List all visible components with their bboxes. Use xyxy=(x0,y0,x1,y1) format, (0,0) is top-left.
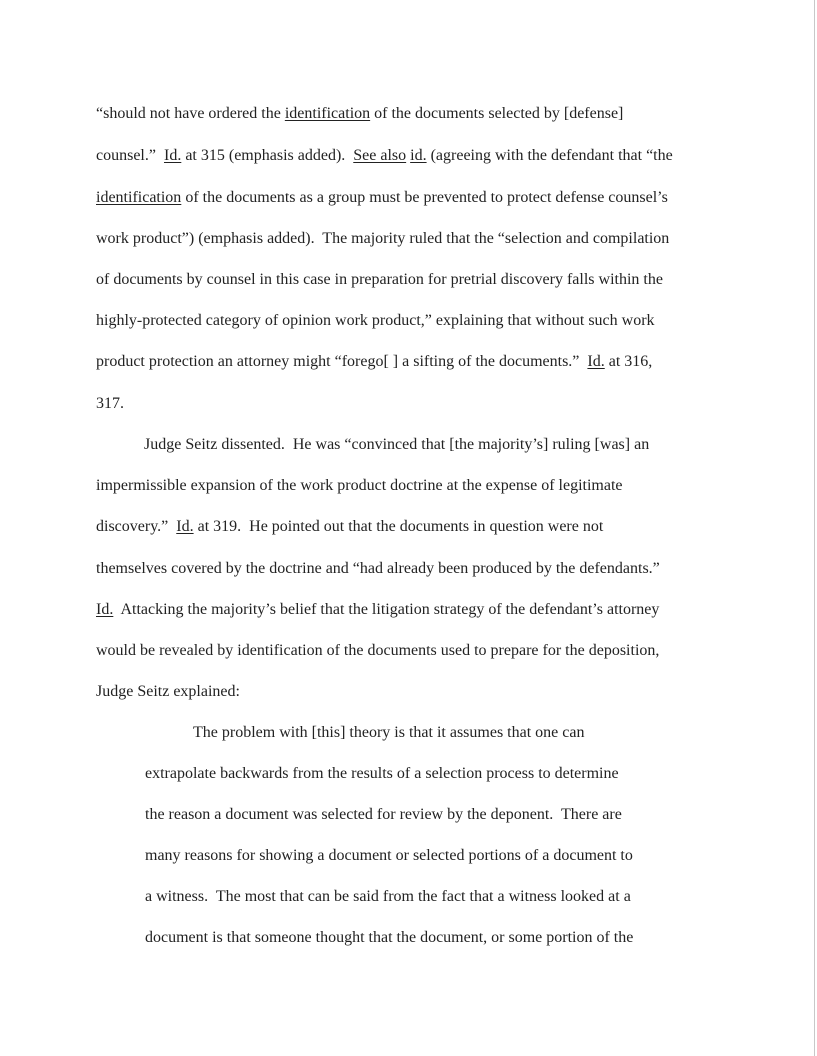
block-quote-line: a witness. The most that can be said from the fact that a witness looked at a xyxy=(145,888,631,905)
underlined-term: identification xyxy=(284,105,371,122)
citation-signal: See also xyxy=(353,147,407,164)
text-line: 317. xyxy=(96,395,124,412)
citation-id: Id. xyxy=(587,353,605,370)
text-line: themselves covered by the doctrine and “had already been produced by the defendants.” xyxy=(96,560,660,577)
text-line: Id. Attacking the majority’s belief that the litigation strategy of the defendant’s attorney xyxy=(96,601,660,618)
citation-id: Id. xyxy=(163,147,182,164)
citation-id: Id. xyxy=(96,601,114,618)
text-line: would be revealed by identification of the documents used to prepare for the deposition, xyxy=(96,642,660,659)
block-quote-line: many reasons for showing a document or selected portions of a document to xyxy=(145,847,633,864)
block-quote-line: extrapolate backwards from the results of a selection process to determine xyxy=(145,765,619,782)
text-line: counsel.” Id. at 315 (emphasis added). See also id. (agreeing with the defendant that “the xyxy=(96,147,673,164)
text-line: identification of the documents as a group must be prevented to protect defense counsel’s xyxy=(96,189,668,206)
text-line: product protection an attorney might “forego[ ] a sifting of the documents.” Id. at 316, xyxy=(96,353,653,370)
text-line: work product”) (emphasis added). The majority ruled that the “selection and compilation xyxy=(96,230,670,247)
text-line: Judge Seitz explained: xyxy=(96,683,240,700)
text-line: discovery.” Id. at 319. He pointed out that the documents in question were not xyxy=(96,518,604,535)
block-quote-line: document is that someone thought that the document, or some portion of the xyxy=(145,929,634,946)
text-line: “should not have ordered the identification of the documents selected by [defense] xyxy=(96,105,624,122)
text-line: of documents by counsel in this case in preparation for pretrial discovery falls within the xyxy=(96,271,663,288)
text-line: impermissible expansion of the work product doctrine at the expense of legitimate xyxy=(96,477,623,494)
citation-id: id. xyxy=(410,147,427,164)
block-quote-first-line: The problem with [this] theory is that it assumes that one can xyxy=(193,724,585,741)
page-edge xyxy=(814,0,815,1056)
block-quote-line: the reason a document was selected for review by the deponent. There are xyxy=(145,806,622,823)
paragraph-start-line: Judge Seitz dissented. He was “convinced that [the majority’s] ruling [was] an xyxy=(144,436,650,453)
underlined-term: identification xyxy=(96,189,182,206)
citation-id: Id. xyxy=(176,518,194,535)
text-line: highly-protected category of opinion work product,” explaining that without such work xyxy=(96,312,655,329)
